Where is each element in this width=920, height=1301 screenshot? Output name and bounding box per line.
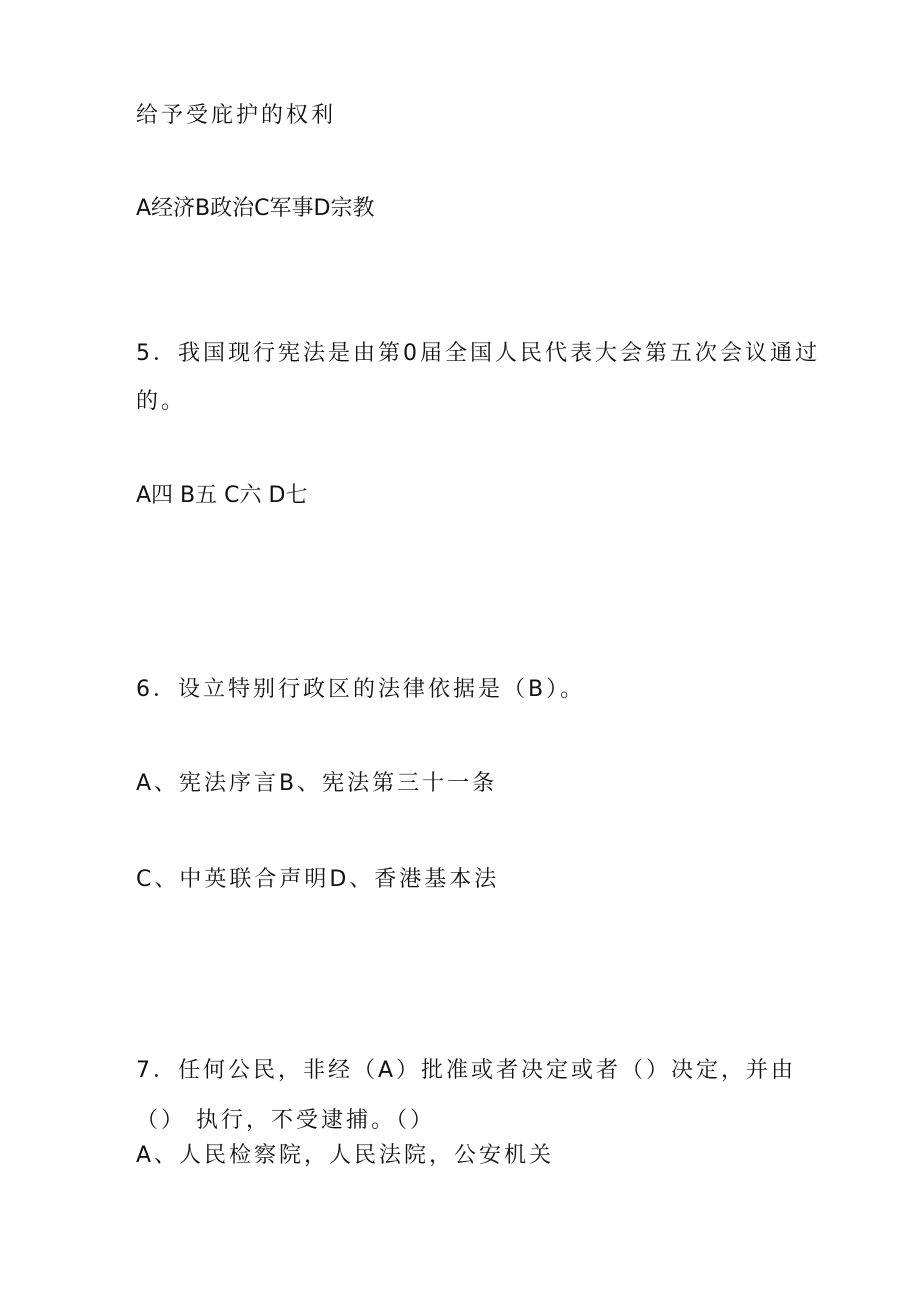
question-6-text: 6．设立特别行政区的法律依据是（B）。 <box>136 677 586 702</box>
question-5-text-continued: 的。 <box>136 389 187 414</box>
question-6-options-ab: A、宪法序言B、宪法第三十一条 <box>136 771 498 796</box>
question-6-options-cd: C、中英联合声明D、香港基本法 <box>136 867 500 892</box>
question-7-option-a: A、人民检察院，人民法院，公安机关 <box>136 1143 555 1168</box>
question-4-options: A经济B政治C军事D宗教 <box>136 196 375 221</box>
question-7-text: 7．任何公民，非经（A）批准或者决定或者（）决定，并由 <box>136 1058 797 1083</box>
question-5-text: 5．我国现行宪法是由第0届全国人民代表大会第五次会议通过 <box>136 341 820 366</box>
question-7-text-continued: （） 执行，不受逮捕。（） <box>136 1108 435 1133</box>
option-continuation-line: 给予受庇护的权利 <box>136 103 337 128</box>
question-5-options: A四 B五 C六 D七 <box>136 483 308 508</box>
